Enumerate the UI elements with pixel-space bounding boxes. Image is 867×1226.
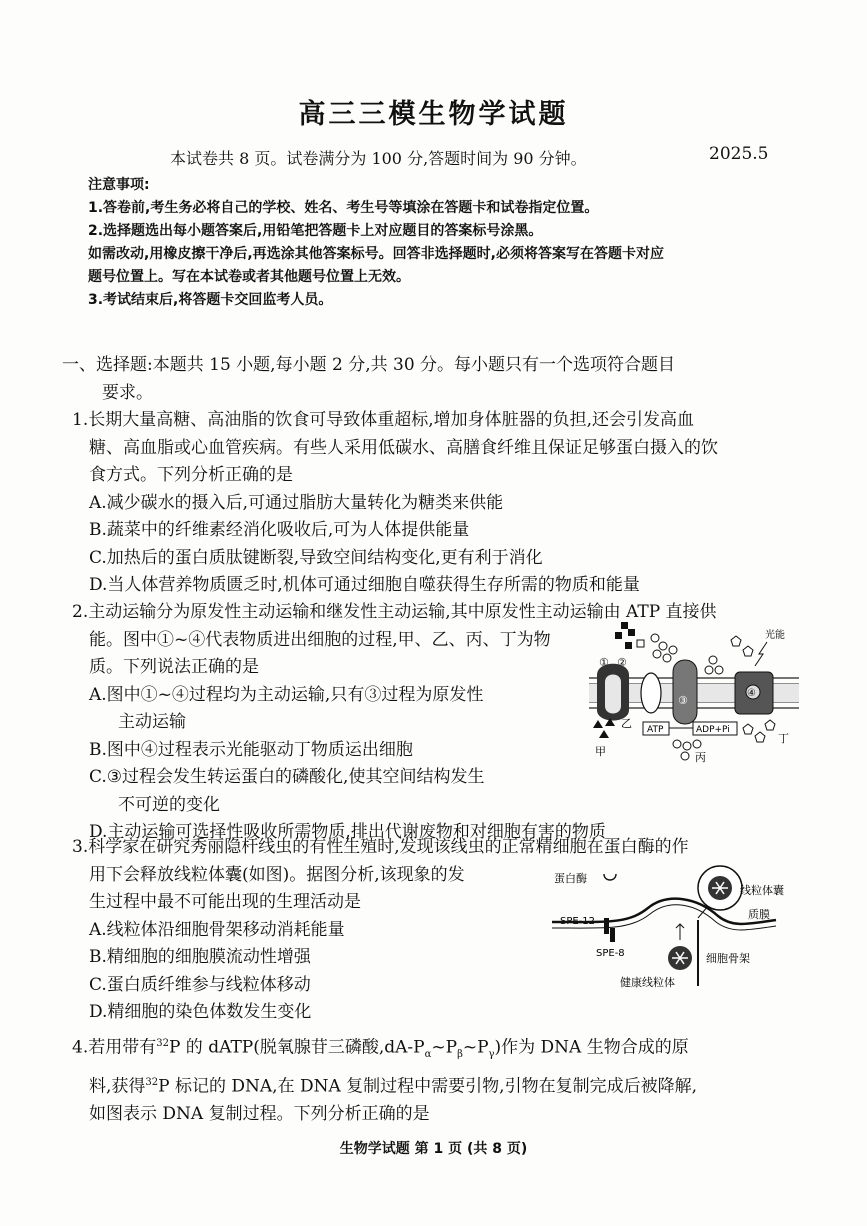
q2-option-c-cont: 不可逆的变化 [118,794,220,815]
superscript: 32 [145,1076,159,1088]
question-4 [72,1030,807,1128]
q3-option-c: C.蛋白质纤维参与线粒体移动 [89,974,311,995]
section-line: 要求。 [102,382,153,403]
notes-line: 如需改动,用橡皮擦干净后,再选涂其他答案标号。回答非选择题时,必须将答案写在答题卡对应 [88,246,664,262]
q2-option-a: A.图中①~④过程均为主动运输,只有③过程为原发性 [89,684,484,705]
vesicle-label: 线粒体囊 [740,884,784,897]
q2-option-a-cont: 主动运输 [118,712,186,732]
membrane-label: 质膜 [748,908,770,921]
exam-title: 高三三模生物学试题 [298,99,569,130]
q4-text: ~P [462,1037,489,1058]
light-arrow-icon [755,642,767,666]
process-label-2: ② [617,656,627,669]
q2-option-d: D.主动运输可选择性吸收所需物质,排出代谢废物和对细胞有害的物质 [89,822,606,842]
protease-icon [604,874,616,880]
spe12-protein [604,918,609,934]
subscript: γ [488,1049,495,1061]
transport-diagram [585,620,803,765]
q2-option-c: C.③过程会发生转运蛋白的磷酸化,使其空间结构发生 [89,767,485,787]
notes-block [88,174,806,312]
process-label-1: ① [599,656,609,669]
notes-line: 1.答卷前,考生务必将自己的学校、姓名、考生号等填涂在答题卡和试卷指定位置。 [88,200,599,216]
cotransporter-channel [605,675,621,714]
q3-option-b: B.精细胞的细胞膜流动性增强 [89,947,311,967]
q4-text: P 标记的 DNA,在 DNA 复制过程中需要引物,引物在复制完成后被降解, [158,1076,697,1097]
q2-stem-line: 质。下列说法正确的是 [89,657,259,677]
move-up-arrow [676,924,684,940]
q3-stem-line: 生过程中最不可能出现的生理活动是 [89,892,361,912]
process-label-4: ④ [747,688,756,699]
q3-option-a: A.线粒体沿细胞骨架移动消耗能量 [89,919,345,940]
cytoskeleton-label: 细胞骨架 [706,952,750,965]
q1-option-c: C.加热后的蛋白质肽键断裂,导致空间结构变化,更有利于消化 [89,547,543,568]
label-ding: 丁 [778,732,789,745]
q1-option-a: A.减少碳水的摄入后,可通过脂肪大量转化为糖类来供能 [89,492,504,513]
section-heading [62,352,807,407]
process-label-3: ③ [678,694,688,707]
q3-stem-line: 3.科学家在研究秀丽隐杆线虫的有性生殖时,发现该线虫的正常精细胞在蛋白酶的作 [72,837,689,857]
superscript: 32 [156,1038,169,1049]
q4-stem-line [72,1030,807,1069]
carrier-ellipse [641,673,661,713]
notes-line: 3.考试结束后,将答题卡交回监考人员。 [88,292,333,308]
notes-line: 题号位置上。写在本试卷或者其他题号位置上无效。 [88,269,410,285]
q1-option-d: D.当人体营养物质匮乏时,机体可通过细胞自噬获得生存所需的物质和能量 [89,575,640,595]
q4-text: ~P [431,1037,458,1058]
q1-stem-line: 食方式。下列分析正确的是 [89,465,293,485]
q2-option-b: B.图中④过程表示光能驱动丁物质运出细胞 [89,739,413,760]
square-molecules [615,622,644,649]
label-yi: 乙 [621,717,632,730]
healthy-mito-label: 健康线粒体 [620,976,675,989]
q4-text: )作为 DNA 生物合成的原 [494,1037,689,1058]
spe8-label: SPE-8 [596,948,625,959]
subscript: β [457,1049,463,1061]
q4-stem-line [72,1069,807,1101]
pump-circles [705,656,723,674]
spe8-protein [610,928,615,942]
adp-label: ADP+Pi [696,725,730,735]
q2-stem-line: 能。图中①~④代表物质进出细胞的过程,甲、乙、丙、丁为物 [89,629,551,650]
triangle-molecules [593,718,615,738]
subscript: α [424,1049,432,1061]
q1-option-b: B.蔬菜中的纤维素经消化吸收后,可为人体提供能量 [89,520,470,540]
notes-line: 2.选择题选出每小题答案后,用铅笔把答题卡上对应题目的答案标号涂黑。 [88,223,543,239]
atp-pump-protein [673,660,697,724]
q4-text: P 的 dATP(脱氧腺苷三磷酸,dA-P [168,1037,425,1058]
exam-info: 本试卷共 8 页。试卷满分为 100 分,答题时间为 90 分钟。 [170,149,587,168]
circle-molecules [651,634,677,662]
q2-stem-line: 2.主动运输分为原发性主动运输和继发性主动运输,其中原发性主动运输由 ATP 直接供 [72,602,717,622]
q1-stem-line: 1.长期大量高糖、高油脂的饮食可导致体重超标,增加身体脏器的负担,还会引发高血 [72,410,695,430]
label-bing: 丙 [695,751,706,764]
q1-stem-line: 糖、高血脂或心血管疾病。有些人采用低碳水、高膳食纤维且保证足够蛋白摄入的饮 [89,437,718,458]
q4-text: 料,获得 [89,1076,146,1097]
label-jia: 甲 [595,745,606,758]
protease-label: 蛋白酶 [554,872,587,885]
light-energy-label: 光能 [765,630,785,641]
exam-date: 2025.5 [709,144,769,164]
notes-heading: 注意事项: [88,177,150,193]
q4-stem-line: 如图表示 DNA 复制过程。下列分析正确的是 [89,1103,430,1124]
q3-option-d: D.精细胞的染色体数发生变化 [89,1002,312,1022]
section-line: 一、选择题:本题共 15 小题,每小题 2 分,共 30 分。每小题只有一个选项符合题目 [62,355,676,375]
q3-stem-line: 用下会释放线粒体囊(如图)。据图分析,该现象的发 [89,864,465,885]
spe12-label: SPE-12 [560,916,596,927]
mitochondria-diagram [548,862,806,992]
question-1 [72,407,807,600]
page-footer: 生物学试题 第 1 页 (共 8 页) [339,1141,528,1157]
atp-label: ATP [647,725,664,735]
q4-text: 4.若用带有 [72,1037,157,1058]
